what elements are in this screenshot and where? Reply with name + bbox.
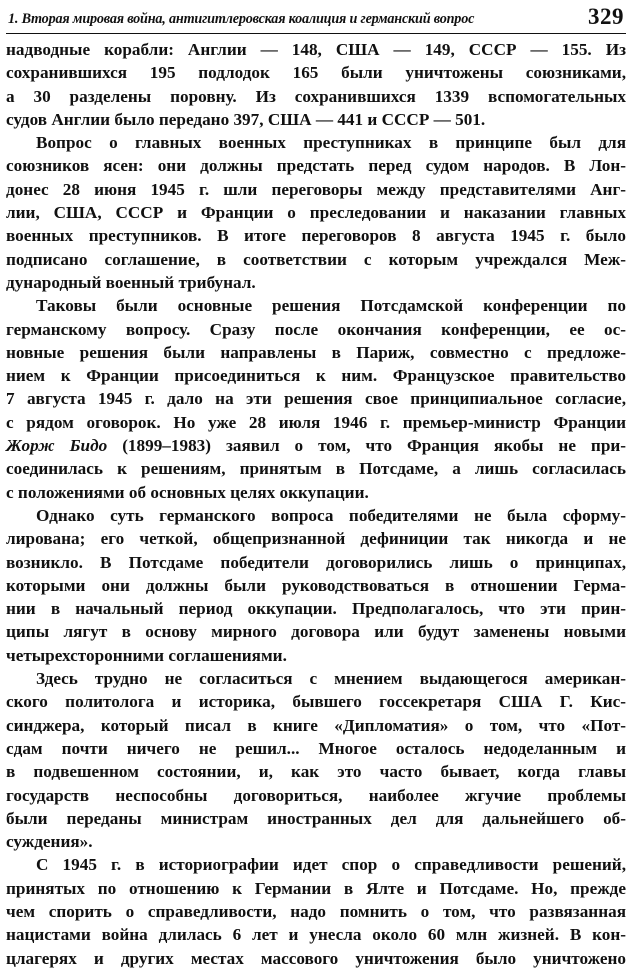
text-line: в подвешенном состоянии, и, как это часто бывает, когда главы — [6, 762, 626, 782]
text-line: нацистами война длилась 6 лет и унесла около 60 млн жизней. В кон- — [6, 925, 626, 945]
text-line: 7 августа 1945 г. дало на эти решения свое принципиальное согласие, — [6, 389, 626, 409]
paragraph-first-line: Здесь трудно не согласиться с мнением выдающегося американ- — [36, 669, 626, 689]
text-line: германскому вопросу. Сразу после окончания конференции, ее ос- — [6, 319, 626, 339]
text-line: с рядом оговорок. Но уже 28 июля 1946 г. премьер-министр Франции — [6, 412, 626, 432]
text-line: четырехсторонними соглашениями. — [6, 645, 287, 665]
text-line: военных преступников. В итоге переговоров 8 августа 1945 г. было — [6, 226, 626, 246]
page-number: 329 — [588, 4, 624, 29]
text-line: сдам почти ничего не решил... Многое осталось недоделанным и — [6, 738, 626, 758]
paragraph-first-line: Вопрос о главных военных преступниках в принципе был для — [36, 133, 626, 153]
text-line: принятых по отношению к Германии в Ялте и Потсдаме. Но, прежде — [6, 878, 626, 898]
text-line: лии, США, СССР и Франции о преследовании и наказании главных — [6, 203, 626, 223]
text-line: лирована; его четкой, общепризнанной дефиниции так никогда и не — [6, 529, 626, 549]
text-line: чем спорить о справедливости, надо помнить о том, что развязанная — [6, 901, 626, 921]
text-line: донес 28 июня 1945 г. шли переговоры между представителями Анг- — [6, 179, 626, 199]
running-header-title: 1. Вторая мировая война, антигитлеровская коалиция и германский вопрос — [8, 11, 475, 27]
text-line: которыми они должны были руководствоваться в отношении Герма- — [6, 575, 626, 595]
text-line: ципы лягут в основу мирного договора или будут заменены новыми — [6, 622, 626, 642]
running-header — [6, 0, 626, 34]
text-line-with-name — [6, 434, 626, 457]
text-line: надводные корабли: Англии — 148, США — 149, СССР — 155. Из — [6, 40, 626, 59]
text-line: нии в начальный период оккупации. Предполагалось, что эти прин- — [6, 599, 626, 619]
text-line: подписано соглашение, в соответствии с которым учреждался Меж- — [6, 249, 626, 269]
text-line: ского политолога и историка, бывшего госсекретаря США Г. Кис- — [6, 692, 626, 712]
text-line: судов Англии было передано 397, США — 441 и СССР — 501. — [6, 109, 486, 129]
text-line: а 30 разделены поровну. Из сохранившихся 1339 вспомогательных — [6, 86, 626, 106]
body-text — [6, 38, 626, 970]
text-line: нием к Франции присоединиться к ним. Французское правительство — [6, 366, 626, 386]
text-line: новные решения были направлены в Париж, совместно с предложе- — [6, 342, 626, 362]
text-line: синджера, который писал в книге «Дипломатия» о том, что «Пот- — [6, 715, 626, 735]
text-line: суждения». — [6, 832, 93, 852]
text-line: с положениями об основных целях оккупации. — [6, 482, 369, 502]
text-fragment: (1899–1983) заявил о том, что Франция якобы не при- — [122, 436, 627, 456]
text-line: были переданы министрам иностранных дел для дальнейшего об- — [6, 808, 626, 828]
paragraph-first-line: С 1945 г. в историографии идет спор о справедливости решений, — [36, 855, 626, 875]
text-line: сохранившихся 195 подлодок 165 были уничтожены союзниками, — [6, 63, 626, 83]
text-line: дународный военный трибунал. — [6, 272, 256, 292]
text-line: цлагерях и других местах массового уничтожения было уничтожено — [6, 948, 626, 968]
paragraph-first-line: Однако суть германского вопроса победителями не была сформу- — [36, 505, 626, 525]
text-line: возникло. В Потсдаме победители договорились лишь о принципах, — [6, 552, 626, 572]
person-name: Жорж Бидо — [6, 436, 108, 456]
text-line: соединилась к решениям, принятым в Потсдаме, а лишь согласилась — [6, 459, 626, 479]
text-line: союзников ясен: они должны предстать перед судом народов. В Лон- — [6, 156, 626, 176]
text-line: государств неспособны договориться, наиболее жгучие проблемы — [6, 785, 626, 805]
paragraph-first-line: Таковы были основные решения Потсдамской конференции по — [36, 296, 626, 316]
